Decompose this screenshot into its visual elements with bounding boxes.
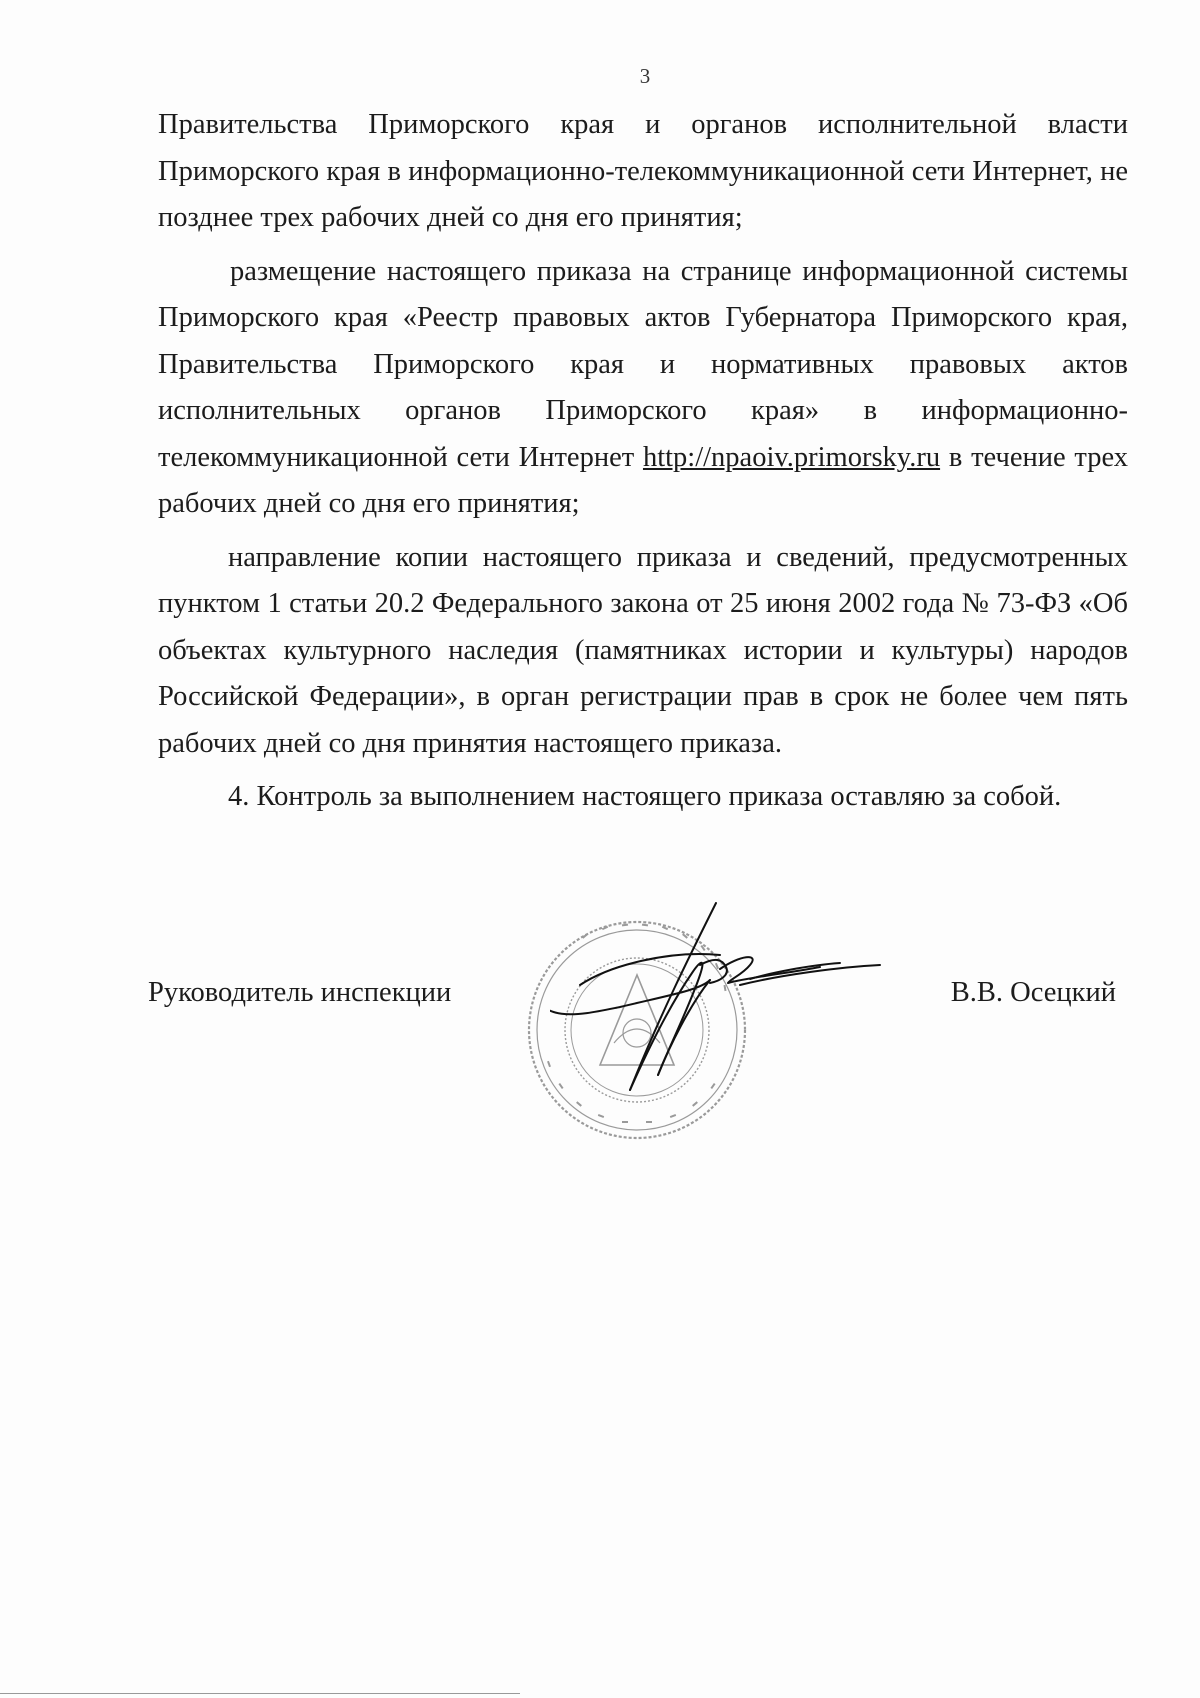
scan-edge-line (0, 1693, 520, 1694)
paragraph-4: 4. Контроль за выполнением настоящего приказа оставляю за собой. (228, 781, 1062, 812)
signatory-name: В.В. Осецкий (950, 977, 1116, 1008)
paragraph-2-text-end: в течение трех рабочих дней со дня его принятия; (158, 441, 1128, 519)
paragraph-3: направление копии настоящего приказа и сведений, предусмотренных пунктом 1 статьи 20.2 Федерального закона от 25 июня 2002 года № 73-ФЗ «Об объектах культурного наследия (памятниках истории и культуры) народов Российской Федерации», в орган регистрации прав в срок не более чем пять рабочих дней со дня принятия настоящего приказа. (158, 541, 1128, 759)
paragraph-2 (158, 249, 1128, 528)
page-number: 3 (639, 64, 651, 88)
paragraph-1: Правительства Приморского края и органов исполнительной власти Приморского края в информационно-телекоммуникационной сети Интернет, не позднее трех рабочих дней со дня его принятия; (158, 109, 1128, 233)
paragraph-2-text-start: размещение настоящего приказа на странице информационной системы Приморского края «Реестр правовых актов Губернатора Приморского края, Правительства Приморского края и нормативных правовых актов исполнительных органов Приморского края» в информационно-телекоммуникационной сети Интернет (158, 255, 1128, 473)
document-body (158, 102, 1128, 828)
registry-link[interactable]: http://npaoiv.primorsky.ru (642, 441, 941, 473)
signature-block (148, 977, 1116, 1017)
signatory-position: Руководитель инспекции (148, 977, 452, 1008)
